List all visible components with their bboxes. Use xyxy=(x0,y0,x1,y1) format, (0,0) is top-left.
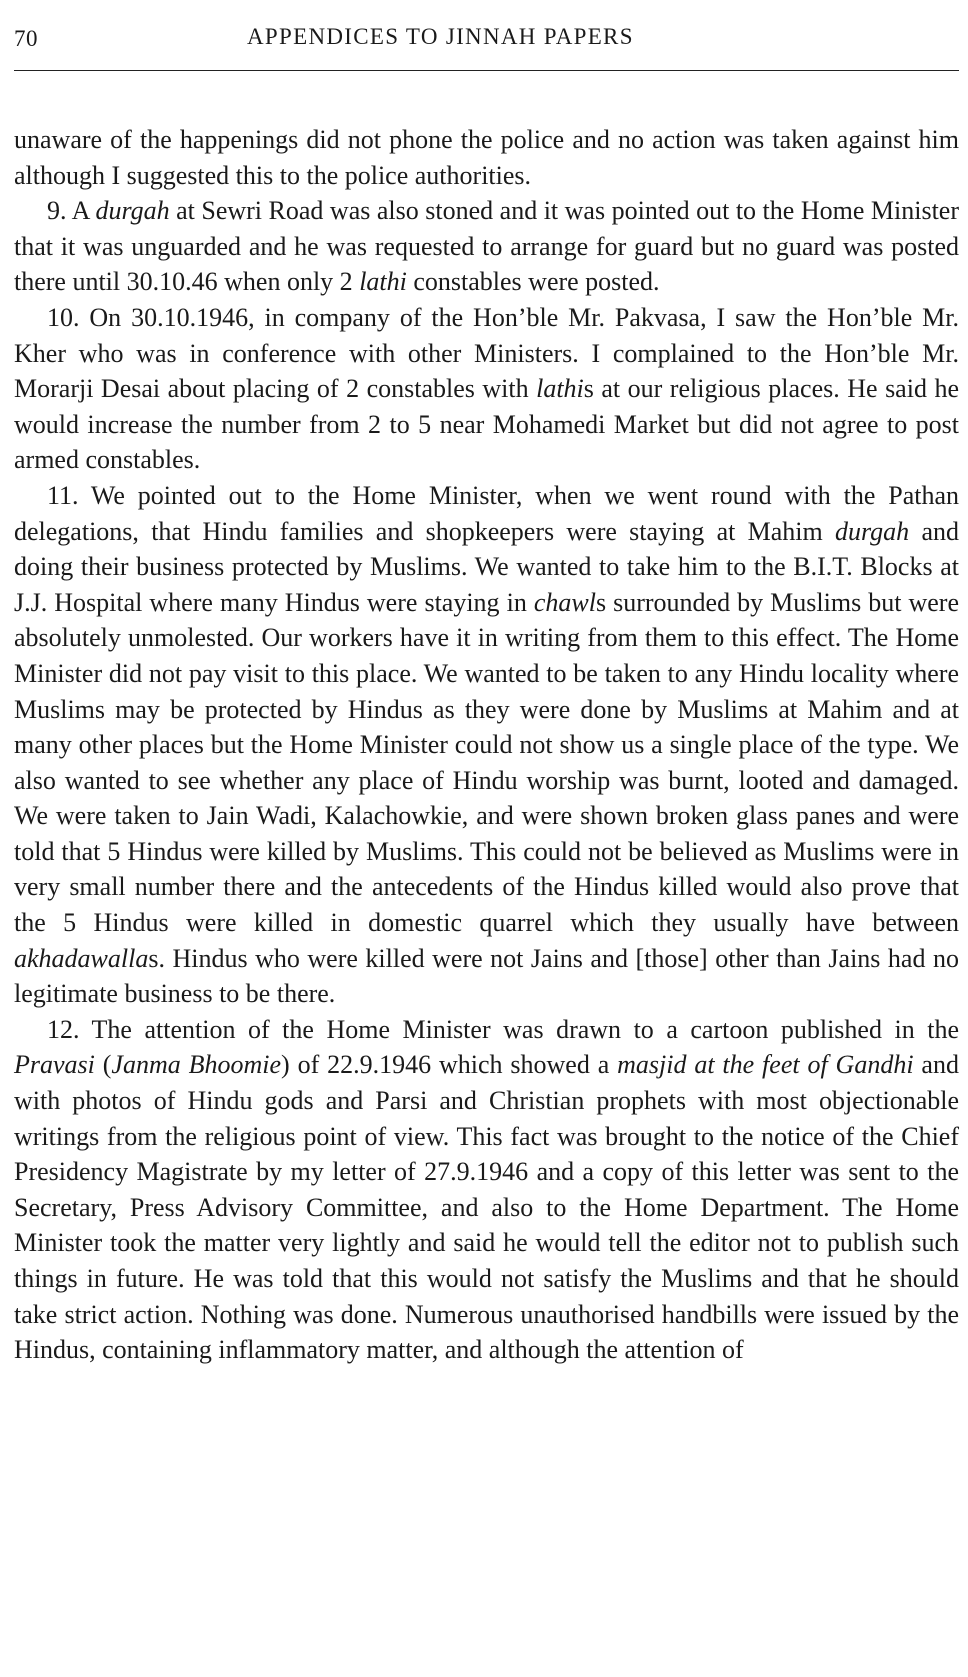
text-run: and with photos of Hindu gods and Parsi and Christian prophets with most objectionable writings from the religious point of view. This fact was brought to the notice of the Chief Presidency Magistrate by my letter of 27.9.1946 and a copy of this letter was sent to the Secretary, Press Advisory Committee, and also to the Home Department. The Home Minister took the matter very lightly and said he would tell the editor not to publish such things in future. He was told that this would not satisfy the Muslims and that he should take strict action. Nothing was done. Numerous unauthorised handbills were issued by the Hindus, containing inflammatory matter, and although the attention of xyxy=(14,1050,959,1365)
page-body xyxy=(14,122,959,1368)
book-page xyxy=(14,0,959,1368)
italic-text: durgah xyxy=(95,196,170,226)
text-run: at Sewri Road was also stoned and it was pointed out to the Home Minister that it was unguarded and he was requested to arrange for guard but no guard was posted there until 30.10.46 when only 2 xyxy=(14,196,959,297)
italic-text: Janma Bhoomie xyxy=(111,1050,282,1080)
italic-text: chawl xyxy=(533,587,596,617)
paragraph xyxy=(14,122,959,193)
page-number: 70 xyxy=(14,26,38,51)
text-run: ) of 22.9.1946 which showed a xyxy=(281,1050,618,1080)
text-run: unaware of the happenings did not phone the police and no action was taken against him although I suggested this to the police authorities. xyxy=(14,125,959,190)
text-run: 9. A xyxy=(47,196,96,226)
text-run: 10. On 30.10.1946, in company of the Hon’ble Mr. Pakvasa, I saw the Hon’ble Mr. Kher who was in conference with other Ministers. I complained to the Hon’ble Mr. Morarji Desai about placing of 2 constables with xyxy=(14,302,959,404)
text-run: 11. We pointed out to the Home Minister, when we went round with the Pathan delegations, that Hindu families and shopkeepers were staying at Mahim xyxy=(14,480,959,546)
paragraph xyxy=(14,478,959,1012)
paragraph xyxy=(14,1012,959,1368)
italic-text: masjid at the feet of Gandhi xyxy=(617,1050,914,1080)
paragraph xyxy=(14,300,959,478)
italic-text: akhadawalla xyxy=(14,943,149,973)
paragraph xyxy=(14,193,959,300)
text-run: 12. The attention of the Home Minister was drawn to a cartoon published in the xyxy=(47,1014,959,1044)
text-run: s at our religious places. He said he would increase the number from 2 to 5 near Mohamedi Market but did not agree to post armed constables. xyxy=(14,374,959,475)
running-head xyxy=(14,0,959,72)
italic-text: lathi xyxy=(536,374,584,404)
text-run: s surrounded by Muslims but were absolutely unmolested. Our workers have it in writing from them to this effect. The Home Minister did not pay visit to this place. We wanted to be taken to any Hindu locality where Muslims may be protected by Hindus as they were done by Muslims at Mahim and at many other places but the Home Minister could not show us a single place of the type. We also wanted to see whether any place of Hindu worship was burnt, looted and damaged. We were taken to Jain Wadi, Kalachowkie, and were shown broken glass panes and were told that 5 Hindus were killed by Muslims. This could not be believed as Muslims were in very small number there and the antecedents of the Hindus killed would also prove that the 5 Hindus were killed in domestic quarrel which they usually have between xyxy=(14,587,959,938)
italic-text: Pravasi xyxy=(14,1050,95,1080)
text-run: constables were posted. xyxy=(406,267,660,297)
text-run: and doing their business protected by Muslims. We wanted to take him to the B.I.T. Blocks at J.J. Hospital where many Hindus were staying in xyxy=(14,516,959,617)
italic-text: lathi xyxy=(359,267,407,297)
header-rule xyxy=(14,70,959,71)
text-run: ( xyxy=(94,1050,112,1080)
text-run: s. Hindus who were killed were not Jains and [those] other than Jains had no legitimate business to be there. xyxy=(14,943,959,1009)
running-title: APPENDICES TO JINNAH PAPERS xyxy=(247,24,634,49)
italic-text: durgah xyxy=(835,516,910,546)
